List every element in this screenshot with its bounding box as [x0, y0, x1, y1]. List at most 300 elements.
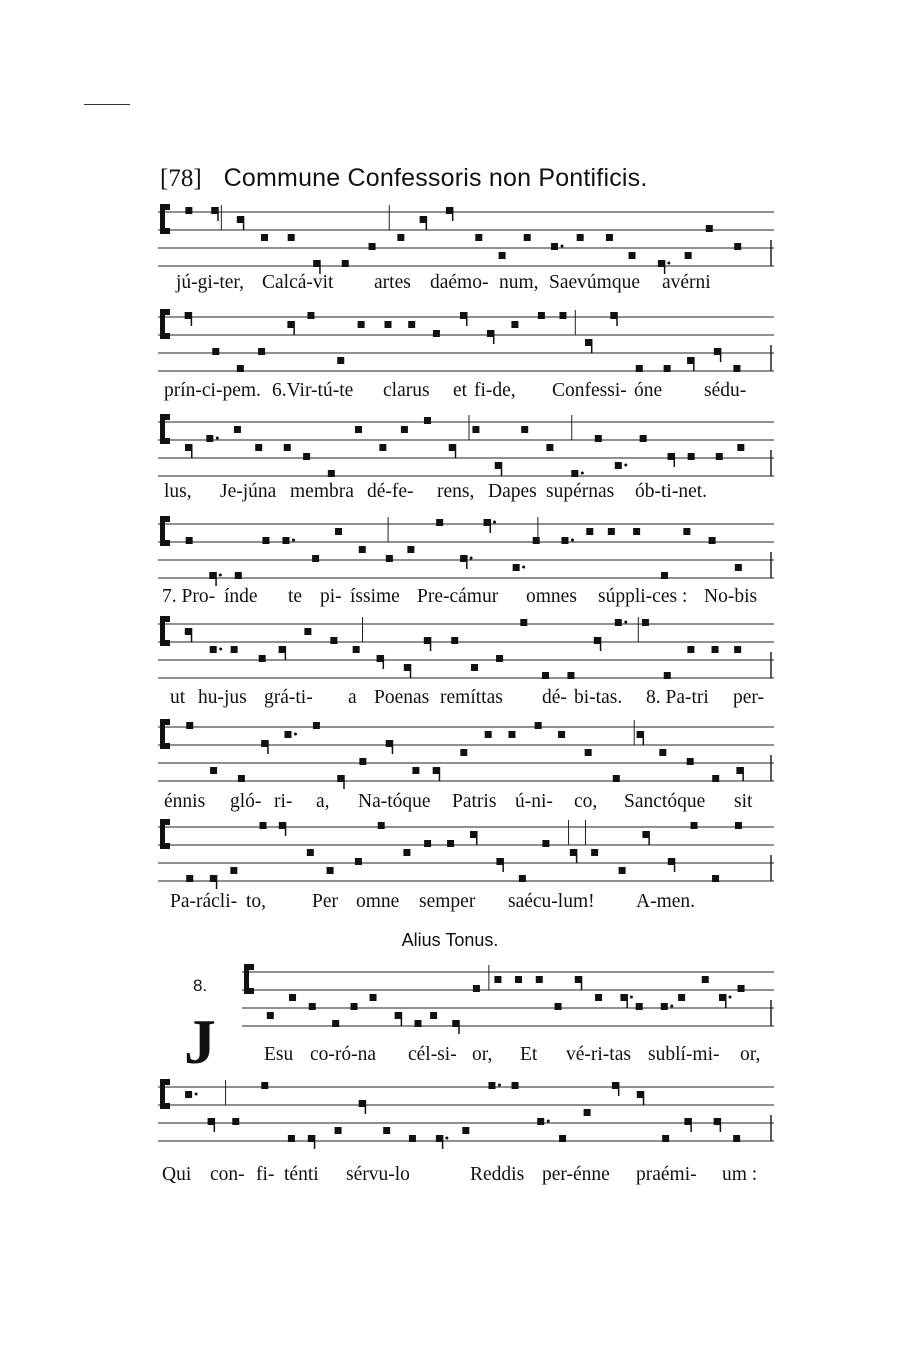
- mora-dot: [624, 621, 627, 624]
- neume-note: [484, 519, 491, 526]
- neume-note: [520, 619, 527, 626]
- neume-note: [337, 357, 344, 364]
- syllable: Dapes: [488, 481, 537, 502]
- syllable: óne: [634, 380, 663, 401]
- neume-note: [659, 749, 666, 756]
- neume-note: [211, 207, 218, 214]
- neume-note: [234, 426, 241, 433]
- neume-note: [384, 321, 391, 328]
- neume-note: [210, 875, 217, 882]
- syllable: índe: [224, 586, 258, 607]
- neume-stem: [581, 976, 583, 990]
- neume-note: [231, 646, 238, 653]
- neume-note: [575, 976, 582, 983]
- clef-c: [160, 333, 170, 339]
- syllable: co,: [574, 791, 598, 812]
- neume-stem: [720, 1118, 722, 1132]
- neume-stem: [343, 775, 345, 789]
- clef-c: [160, 204, 170, 210]
- neume-note: [261, 234, 268, 241]
- neume-note: [640, 435, 647, 442]
- syllable: pi-: [320, 586, 342, 607]
- neume-note: [208, 1118, 215, 1125]
- chant-staff: [158, 715, 774, 795]
- neume-note: [688, 453, 695, 460]
- syllable: or,: [740, 1044, 761, 1065]
- neume-note: [712, 775, 719, 782]
- neume-note: [237, 365, 244, 372]
- section-title: Alius Tonus.: [401, 930, 499, 950]
- neume-note: [610, 312, 617, 319]
- neume-note: [430, 1012, 437, 1019]
- clef-c: [160, 540, 170, 546]
- neume-note: [328, 470, 335, 477]
- neume-note: [658, 260, 665, 267]
- neume-note: [591, 849, 598, 856]
- syllable: énnis: [164, 791, 206, 812]
- syllable: Esu: [264, 1044, 294, 1065]
- mora-dot: [294, 733, 297, 736]
- neume-note: [355, 858, 362, 865]
- neume-note: [308, 1135, 315, 1142]
- neume-note: [637, 1091, 644, 1098]
- staff-system-8: [242, 960, 774, 1040]
- neume-note: [733, 1135, 740, 1142]
- neume-note: [719, 994, 726, 1001]
- neume-note: [734, 243, 741, 250]
- syllable: bi-tas.: [574, 687, 623, 708]
- neume-note: [260, 822, 267, 829]
- neume-note: [512, 1082, 519, 1089]
- neume-note: [571, 470, 578, 477]
- neume-note: [313, 260, 320, 267]
- syllable: um :: [722, 1164, 758, 1185]
- syllable: sérvu-lo: [346, 1164, 410, 1185]
- neume-note: [414, 1020, 421, 1027]
- syllable: rens,: [437, 481, 475, 502]
- syllable: sit: [734, 791, 753, 812]
- neume-note: [358, 321, 365, 328]
- neume-note: [383, 1127, 390, 1134]
- syllable: 8. Pa-tri: [646, 687, 709, 708]
- syllable: jú-gi-ter,: [176, 272, 244, 293]
- neume-note: [262, 537, 269, 544]
- neume-note: [570, 849, 577, 856]
- neume-note: [734, 646, 741, 653]
- neume-note: [678, 994, 685, 1001]
- neume-note: [335, 528, 342, 535]
- neume-note: [546, 444, 553, 451]
- neume-note: [433, 330, 440, 337]
- neume-note: [524, 234, 531, 241]
- neume-note: [533, 537, 540, 544]
- neume-note: [237, 216, 244, 223]
- neume-stem: [643, 731, 645, 745]
- neume-note: [585, 339, 592, 346]
- mora-dot: [624, 464, 627, 467]
- syllable: Je-júna: [220, 481, 277, 502]
- neume-note: [661, 1003, 668, 1010]
- neume-note: [496, 858, 503, 865]
- chant-staff: [158, 305, 774, 385]
- syllable: lus,: [164, 481, 192, 502]
- clef-c: [160, 438, 170, 444]
- neume-note: [538, 312, 545, 319]
- neume-note: [403, 849, 410, 856]
- neume-note: [636, 1003, 643, 1010]
- syllable: sublí-mi-: [648, 1044, 720, 1065]
- neume-note: [282, 537, 289, 544]
- neume-stem: [365, 1100, 367, 1114]
- mora-dot: [630, 996, 633, 999]
- syllable: dé-: [542, 687, 567, 708]
- neume-note: [612, 1082, 619, 1089]
- neume-note: [267, 1012, 274, 1019]
- neume-stem: [742, 767, 744, 781]
- mora-dot: [571, 539, 574, 542]
- neume-note: [712, 875, 719, 882]
- chant-staff: [158, 410, 774, 490]
- clef-c: [160, 309, 170, 315]
- syllable: dé-fe-: [367, 481, 414, 502]
- clef-c: [160, 616, 170, 622]
- neume-note: [687, 357, 694, 364]
- syllable: sédu-: [704, 380, 747, 401]
- neume-stem: [501, 462, 503, 476]
- neume-note: [488, 1082, 495, 1089]
- neume-note: [288, 234, 295, 241]
- neume-note: [521, 426, 528, 433]
- neume-note: [594, 637, 601, 644]
- neume-note: [714, 1118, 721, 1125]
- neume-stem: [643, 1091, 645, 1105]
- page-header: [160, 164, 648, 193]
- neume-note: [335, 1127, 342, 1134]
- neume-note: [473, 985, 480, 992]
- neume-note: [615, 619, 622, 626]
- staff-system-5: [158, 612, 774, 692]
- clef-c: [160, 743, 170, 749]
- neume-note: [235, 572, 242, 579]
- mora-dot: [195, 1093, 198, 1096]
- clef-c: [244, 964, 254, 970]
- neume-stem: [217, 207, 219, 221]
- neume-note: [433, 767, 440, 774]
- neume-note: [664, 365, 671, 372]
- neume-note: [210, 646, 217, 653]
- neume-note: [485, 731, 492, 738]
- syllable: fi-: [256, 1164, 275, 1185]
- neume-stem: [493, 330, 495, 344]
- syllable: con-: [210, 1164, 245, 1185]
- clef-c: [160, 719, 170, 725]
- neume-stem: [476, 831, 478, 845]
- syllable: et: [453, 380, 468, 401]
- neume-note: [386, 555, 393, 562]
- neume-note: [284, 444, 291, 451]
- syllable: Calcá-vit: [262, 272, 334, 293]
- neume-stem: [600, 637, 602, 651]
- neume-note: [206, 435, 213, 442]
- neume-note: [472, 426, 479, 433]
- syllable: per-: [733, 687, 765, 708]
- mora-dot: [216, 437, 219, 440]
- syllable: vé-ri-tas: [566, 1044, 631, 1065]
- syllable: grá-ti-: [264, 687, 313, 708]
- mora-dot: [670, 1005, 673, 1008]
- neume-note: [370, 994, 377, 1001]
- syllable: saécu-lum!: [508, 891, 595, 912]
- neume-note: [661, 572, 668, 579]
- neume-note: [684, 1118, 691, 1125]
- neume-note: [359, 1100, 366, 1107]
- neume-note: [369, 243, 376, 250]
- neume-stem: [314, 1135, 316, 1149]
- mora-dot: [561, 245, 564, 248]
- neume-stem: [430, 637, 432, 651]
- neume-note: [462, 1127, 469, 1134]
- neume-stem: [674, 453, 676, 467]
- neume-note: [496, 655, 503, 662]
- neume-stem: [490, 519, 492, 533]
- syllable: semper: [419, 891, 476, 912]
- neume-note: [551, 243, 558, 250]
- neume-stem: [455, 444, 457, 458]
- neume-note: [687, 758, 694, 765]
- neume-note: [559, 312, 566, 319]
- syllable: íssime: [350, 586, 400, 607]
- neume-note: [342, 260, 349, 267]
- syllable: fi-de,: [474, 380, 516, 401]
- neume-note: [620, 994, 627, 1001]
- neume-note: [494, 976, 501, 983]
- initial-letter: J: [184, 1006, 216, 1077]
- syllable: to,: [246, 891, 267, 912]
- mora-dot: [292, 539, 295, 542]
- neume-note: [471, 664, 478, 671]
- syllable: praémi-: [636, 1164, 697, 1185]
- neume-stem: [191, 628, 193, 642]
- neume-note: [307, 849, 314, 856]
- neume-note: [595, 435, 602, 442]
- neume-note: [702, 976, 709, 983]
- chant-staff: [158, 612, 774, 692]
- neume-stem: [285, 822, 287, 836]
- neume-note: [559, 1135, 566, 1142]
- syllable: artes: [374, 272, 411, 293]
- syllable: Qui: [162, 1164, 192, 1185]
- chant-staff: [158, 1075, 774, 1155]
- neume-note: [261, 740, 268, 747]
- neume-stem: [293, 321, 295, 335]
- neume-note: [359, 546, 366, 553]
- syllable: ú-ni-: [515, 791, 553, 812]
- neume-stem: [410, 664, 412, 678]
- neume-note: [642, 619, 649, 626]
- neume-stem: [693, 357, 695, 371]
- neume-stem: [591, 339, 593, 353]
- neume-stem: [725, 994, 727, 1008]
- mora-dot: [470, 557, 473, 560]
- neume-note: [332, 1020, 339, 1027]
- clef-c: [244, 988, 254, 994]
- syllable: ób-ti-net.: [635, 481, 708, 502]
- syllable: num,: [499, 272, 539, 293]
- neume-stem: [216, 875, 218, 889]
- neume-note: [613, 775, 620, 782]
- neume-note: [537, 1118, 544, 1125]
- neume-note: [586, 528, 593, 535]
- neume-note: [449, 444, 456, 451]
- syllable: ut: [170, 687, 186, 708]
- neume-note: [420, 216, 427, 223]
- neume-note: [668, 858, 675, 865]
- neume-note: [567, 672, 574, 679]
- neume-note: [451, 637, 458, 644]
- neume-note: [712, 646, 719, 653]
- neume-note: [353, 646, 360, 653]
- syllable: Saevúmque: [549, 272, 640, 293]
- neume-note: [584, 1109, 591, 1116]
- neume-note: [470, 831, 477, 838]
- neume-note: [515, 976, 522, 983]
- neume-stem: [383, 655, 385, 669]
- neume-note: [691, 822, 698, 829]
- neume-note: [737, 444, 744, 451]
- neume-note: [460, 312, 467, 319]
- chant-staff: [242, 960, 774, 1040]
- syllable: remíttas: [440, 687, 503, 708]
- mora-dot: [667, 262, 670, 265]
- neume-stem: [243, 216, 245, 230]
- syllable: No-bis: [704, 586, 758, 607]
- neume-note: [285, 731, 292, 738]
- clef-c: [160, 1079, 170, 1085]
- neume-stem: [502, 858, 504, 872]
- staff-system-6: [158, 715, 774, 795]
- neume-note: [735, 564, 742, 571]
- neume-note: [555, 1003, 562, 1010]
- neume-stem: [442, 1135, 444, 1149]
- syllable: te: [288, 586, 303, 607]
- syllable: Poenas: [374, 687, 430, 708]
- staff-system-3: [158, 410, 774, 490]
- neume-note: [255, 444, 262, 451]
- neume-note: [709, 537, 716, 544]
- neume-note: [735, 822, 742, 829]
- neume-note: [424, 637, 431, 644]
- syllable: ténti: [284, 1164, 319, 1185]
- neume-note: [307, 312, 314, 319]
- mora-dot: [219, 574, 222, 577]
- syllable: clarus: [383, 380, 430, 401]
- syllable: daémo-: [430, 272, 489, 293]
- syllable: Reddis: [470, 1164, 525, 1185]
- neume-note: [535, 722, 542, 729]
- mora-dot: [522, 566, 525, 569]
- neume-note: [499, 252, 506, 259]
- clef-c: [160, 843, 170, 849]
- neume-stem: [458, 1020, 460, 1034]
- mora-dot: [493, 521, 496, 524]
- neume-note: [337, 775, 344, 782]
- syllable: gló-: [230, 791, 262, 812]
- neume-note: [404, 664, 411, 671]
- neume-note: [185, 444, 192, 451]
- neume-note: [615, 462, 622, 469]
- neume-note: [397, 234, 404, 241]
- neume-note: [313, 722, 320, 729]
- neume-note: [261, 1082, 268, 1089]
- mora-dot: [219, 648, 222, 651]
- neume-note: [664, 672, 671, 679]
- syllable: prín-ci-pem.: [164, 380, 261, 401]
- syllable: Et: [520, 1044, 538, 1065]
- neume-note: [714, 348, 721, 355]
- neume-stem: [466, 312, 468, 326]
- neume-note: [186, 875, 193, 882]
- clef-c: [160, 516, 170, 522]
- neume-note: [508, 731, 515, 738]
- page-title: Commune Confessoris non Pontificis.: [223, 164, 648, 192]
- neume-note: [542, 840, 549, 847]
- neume-note: [595, 994, 602, 1001]
- neume-note: [185, 1091, 192, 1098]
- neume-stem: [267, 740, 269, 754]
- hymn-number: 8.: [193, 976, 208, 995]
- syllable: Confessi-: [552, 380, 627, 401]
- neume-note: [185, 312, 192, 319]
- neume-stem: [466, 555, 468, 569]
- mora-dot: [547, 1120, 550, 1123]
- syllable: 7. Pro-: [162, 586, 216, 607]
- neume-stem: [616, 312, 618, 326]
- chant-staff: [158, 512, 774, 592]
- neume-note: [327, 867, 334, 874]
- neume-note: [513, 564, 520, 571]
- neume-note: [662, 1135, 669, 1142]
- neume-note: [304, 628, 311, 635]
- neume-note: [378, 822, 385, 829]
- neume-note: [706, 225, 713, 232]
- neume-note: [716, 453, 723, 460]
- chant-staff: [158, 815, 774, 895]
- clef-c: [160, 1103, 170, 1109]
- neume-note: [608, 528, 615, 535]
- neume-stem: [690, 1118, 692, 1132]
- syllable: súppli-ces :: [598, 586, 688, 607]
- neume-note: [212, 348, 219, 355]
- neume-stem: [392, 740, 394, 754]
- neume-note: [238, 775, 245, 782]
- neume-note: [279, 646, 286, 653]
- neume-stem: [720, 348, 722, 362]
- syllable: ri-: [274, 791, 293, 812]
- neume-note: [452, 1020, 459, 1027]
- neume-note: [258, 348, 265, 355]
- neume-note: [330, 637, 337, 644]
- neume-note: [424, 417, 431, 424]
- neume-note: [209, 572, 216, 579]
- neume-note: [210, 767, 217, 774]
- neume-note: [279, 822, 286, 829]
- neume-note: [519, 875, 526, 882]
- neume-note: [309, 1003, 316, 1010]
- neume-stem: [626, 994, 628, 1008]
- neume-stem: [285, 646, 287, 660]
- neume-note: [585, 749, 592, 756]
- neume-note: [733, 365, 740, 372]
